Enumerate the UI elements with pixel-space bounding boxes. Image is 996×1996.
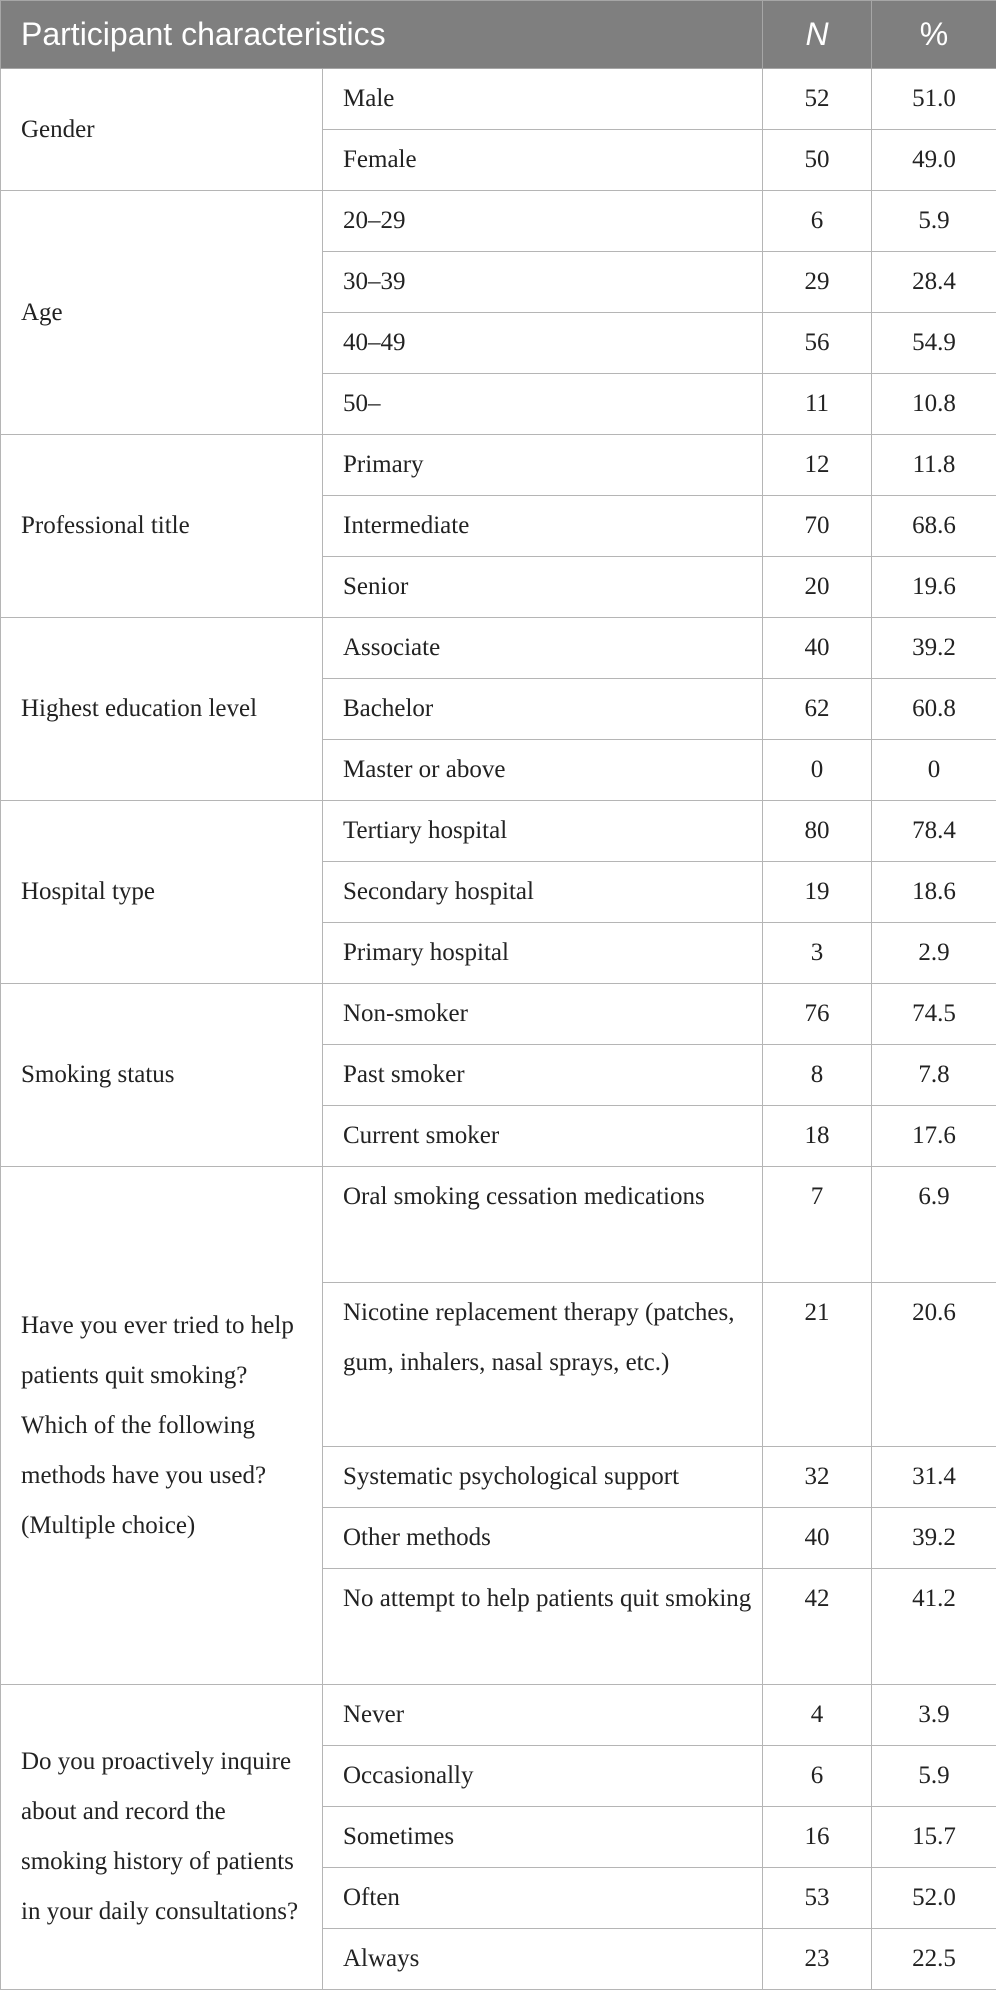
category-cell: Tertiary hospital: [323, 801, 763, 862]
category-cell: 30–39: [323, 252, 763, 313]
table-row: [1, 435, 996, 496]
category-cell: No attempt to help patients quit smoking: [323, 1569, 763, 1685]
table-body: [1, 69, 996, 1990]
category-cell: Intermediate: [323, 496, 763, 557]
count-cell: 0: [763, 740, 872, 801]
percent-cell: 7.8: [872, 1045, 996, 1106]
count-cell: 40: [763, 1508, 872, 1569]
category-cell: Never: [323, 1685, 763, 1746]
percent-cell: 49.0: [872, 130, 996, 191]
count-cell: 42: [763, 1569, 872, 1685]
category-cell: 20–29: [323, 191, 763, 252]
group-label: Gender: [1, 69, 323, 191]
count-cell: 4: [763, 1685, 872, 1746]
count-cell: 53: [763, 1868, 872, 1929]
count-cell: 29: [763, 252, 872, 313]
table-header: [1, 1, 996, 69]
header-row: [1, 1, 996, 69]
category-cell: Past smoker: [323, 1045, 763, 1106]
count-cell: 62: [763, 679, 872, 740]
category-cell: Always: [323, 1929, 763, 1990]
header-percent: %: [872, 1, 996, 69]
group-label: Professional title: [1, 435, 323, 618]
percent-cell: 52.0: [872, 1868, 996, 1929]
count-cell: 6: [763, 191, 872, 252]
percent-cell: 5.9: [872, 191, 996, 252]
category-cell: Female: [323, 130, 763, 191]
count-cell: 8: [763, 1045, 872, 1106]
count-cell: 32: [763, 1447, 872, 1508]
category-cell: Primary hospital: [323, 923, 763, 984]
percent-cell: 6.9: [872, 1167, 996, 1283]
count-cell: 70: [763, 496, 872, 557]
count-cell: 23: [763, 1929, 872, 1990]
percent-cell: 74.5: [872, 984, 996, 1045]
count-cell: 50: [763, 130, 872, 191]
category-cell: Master or above: [323, 740, 763, 801]
category-cell: Male: [323, 69, 763, 130]
percent-cell: 3.9: [872, 1685, 996, 1746]
group-label: Do you proactively inquire about and record the smoking history of patients in your daily consultations?: [1, 1685, 323, 1990]
percent-cell: 18.6: [872, 862, 996, 923]
count-cell: 11: [763, 374, 872, 435]
table-row: [1, 191, 996, 252]
percent-cell: 19.6: [872, 557, 996, 618]
category-cell: Oral smoking cessation medications: [323, 1167, 763, 1283]
category-cell: 50–: [323, 374, 763, 435]
group-label: Highest education level: [1, 618, 323, 801]
group-label: Hospital type: [1, 801, 323, 984]
count-cell: 56: [763, 313, 872, 374]
count-cell: 80: [763, 801, 872, 862]
percent-cell: 78.4: [872, 801, 996, 862]
header-characteristics: Participant characteristics: [1, 1, 763, 69]
count-cell: 52: [763, 69, 872, 130]
count-cell: 40: [763, 618, 872, 679]
percent-cell: 17.6: [872, 1106, 996, 1167]
category-cell: Associate: [323, 618, 763, 679]
percent-cell: 54.9: [872, 313, 996, 374]
percent-cell: 11.8: [872, 435, 996, 496]
percent-cell: 2.9: [872, 923, 996, 984]
percent-cell: 28.4: [872, 252, 996, 313]
table-row: [1, 801, 996, 862]
table-row: [1, 618, 996, 679]
percent-cell: 41.2: [872, 1569, 996, 1685]
category-cell: Secondary hospital: [323, 862, 763, 923]
group-label: Have you ever tried to help patients quit smoking? Which of the following methods have you used? (Multiple choice): [1, 1167, 323, 1685]
table-row: [1, 1685, 996, 1746]
count-cell: 21: [763, 1283, 872, 1447]
category-cell: Other methods: [323, 1508, 763, 1569]
category-cell: Primary: [323, 435, 763, 496]
percent-cell: 51.0: [872, 69, 996, 130]
count-cell: 6: [763, 1746, 872, 1807]
table-row: [1, 1167, 996, 1283]
count-cell: 19: [763, 862, 872, 923]
percent-cell: 5.9: [872, 1746, 996, 1807]
percent-cell: 22.5: [872, 1929, 996, 1990]
percent-cell: 15.7: [872, 1807, 996, 1868]
category-cell: Senior: [323, 557, 763, 618]
percent-cell: 10.8: [872, 374, 996, 435]
category-cell: Nicotine replacement therapy (patches, gum, inhalers, nasal sprays, etc.): [323, 1283, 763, 1447]
group-label: Smoking status: [1, 984, 323, 1167]
group-label: Age: [1, 191, 323, 435]
table-row: [1, 984, 996, 1045]
count-cell: 20: [763, 557, 872, 618]
count-cell: 3: [763, 923, 872, 984]
percent-cell: 0: [872, 740, 996, 801]
percent-cell: 60.8: [872, 679, 996, 740]
category-cell: Occasionally: [323, 1746, 763, 1807]
count-cell: 7: [763, 1167, 872, 1283]
category-cell: Sometimes: [323, 1807, 763, 1868]
category-cell: Often: [323, 1868, 763, 1929]
category-cell: Bachelor: [323, 679, 763, 740]
category-cell: 40–49: [323, 313, 763, 374]
category-cell: Current smoker: [323, 1106, 763, 1167]
header-n: N: [763, 1, 872, 69]
count-cell: 18: [763, 1106, 872, 1167]
category-cell: Systematic psychological support: [323, 1447, 763, 1508]
percent-cell: 20.6: [872, 1283, 996, 1447]
category-cell: Non-smoker: [323, 984, 763, 1045]
count-cell: 76: [763, 984, 872, 1045]
percent-cell: 39.2: [872, 618, 996, 679]
percent-cell: 39.2: [872, 1508, 996, 1569]
table-row: [1, 69, 996, 130]
count-cell: 12: [763, 435, 872, 496]
percent-cell: 68.6: [872, 496, 996, 557]
percent-cell: 31.4: [872, 1447, 996, 1508]
count-cell: 16: [763, 1807, 872, 1868]
